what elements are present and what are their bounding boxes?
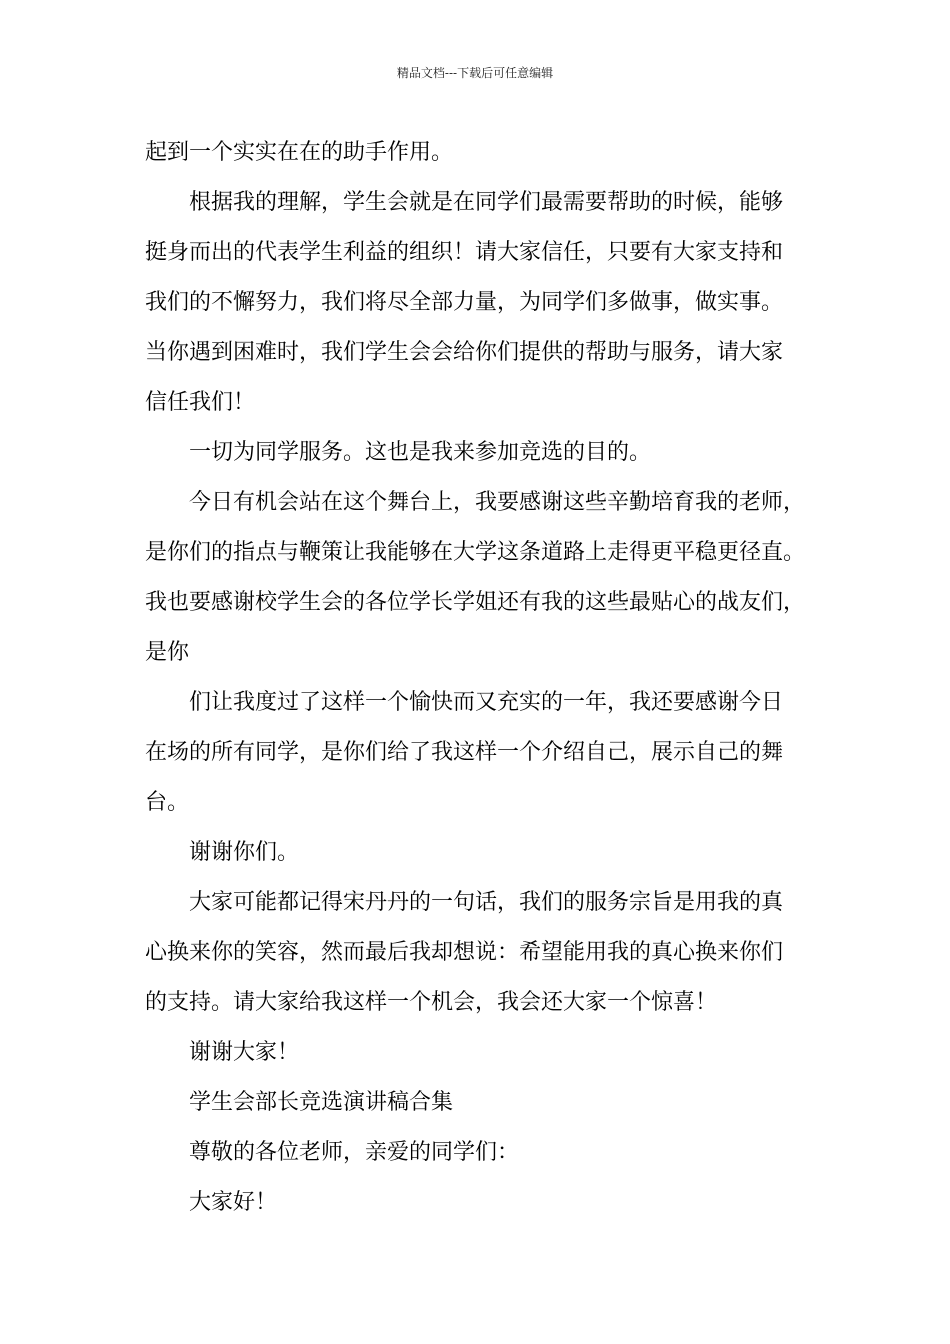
text-line: 信任我们！ [145, 390, 256, 415]
text-line: 的支持。请大家给我这样一个机会，我会还大家一个惊喜！ [145, 990, 718, 1015]
text-line: 是你 [145, 640, 190, 665]
text-line: 我们的不懈努力，我们将尽全部力量，为同学们多做事，做实事。 [145, 290, 784, 315]
document-body [145, 128, 820, 1228]
text-line: 我也要感谢校学生会的各位学长学姐还有我的这些最贴心的战友们， [145, 590, 806, 615]
page-header: 精品文档---下载后可任意编辑 [396, 66, 554, 80]
text-line: 当你遇到困难时，我们学生会会给你们提供的帮助与服务，请大家 [145, 340, 784, 365]
text-line: 谢谢大家！ [189, 1040, 300, 1065]
text-line: 台。 [145, 790, 190, 815]
text-line: 今日有机会站在这个舞台上，我要感谢这些辛勤培育我的老师， [189, 490, 806, 515]
text-line: 学生会部长竞选演讲稿合集 [189, 1090, 454, 1115]
text-line: 一切为同学服务。这也是我来参加竞选的目的。 [189, 440, 652, 465]
text-line: 是你们的指点与鞭策让我能够在大学这条道路上走得更平稳更径直。 [145, 540, 806, 565]
text-line: 心换来你的笑容，然而最后我却想说：希望能用我的真心换来你们 [145, 940, 784, 965]
text-line: 在场的所有同学，是你们给了我这样一个介绍自己，展示自己的舞 [145, 740, 784, 765]
text-line: 根据我的理解，学生会就是在同学们最需要帮助的时候，能够 [189, 190, 784, 215]
text-line: 大家好！ [189, 1190, 278, 1215]
text-line: 谢谢你们。 [189, 840, 300, 865]
text-line: 起到一个实实在在的助手作用。 [145, 140, 454, 165]
text-line: 尊敬的各位老师，亲爱的同学们： [189, 1140, 520, 1165]
text-line: 们让我度过了这样一个愉快而又充实的一年，我还要感谢今日 [189, 690, 784, 715]
text-line: 挺身而出的代表学生利益的组织！请大家信任，只要有大家支持和 [145, 240, 784, 265]
text-line: 大家可能都记得宋丹丹的一句话，我们的服务宗旨是用我的真 [189, 890, 784, 915]
